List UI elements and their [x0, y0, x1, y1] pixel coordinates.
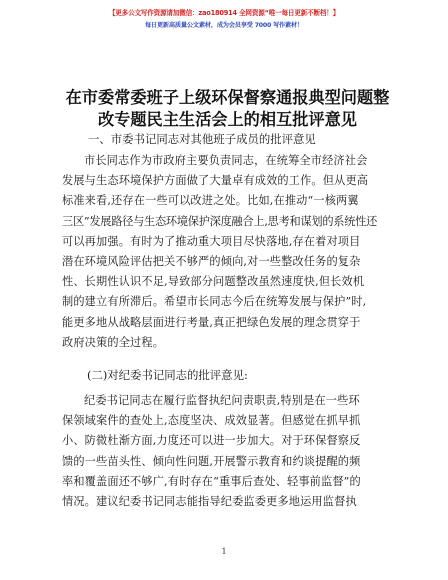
paragraph-line: 情况。建议纪委书记同志能指导纪委监委更多地运用监督执 [62, 495, 357, 509]
section-1-paragraph [62, 151, 390, 353]
paragraph-line: 标准来看,还存在一些可以改进之处。比如,在推动“一核两翼 [62, 194, 359, 208]
document-title [55, 87, 400, 131]
title-line-1: 在市委常委班子上级环保督察通报典型问题整 [65, 88, 390, 107]
promo-banner-line-1: 【更多公文写作资源请加微信：zao180914 全网资源“唯一每日更新不断档！】 [108, 9, 340, 17]
paragraph-line: 率和覆盖面还不够广,有时存在“重事后查处、轻事前监督”的 [62, 474, 361, 488]
section-2-paragraph [62, 391, 390, 512]
paragraph-line: 保领域案件的查处上,态度坚决、成效显著。但感觉在抓早抓 [62, 414, 361, 428]
promo-banner-line-2: 每日更新高质量公文素材，成为会员享受 7000 写作素材！ [144, 22, 304, 29]
page-number: 1 [221, 547, 227, 556]
paragraph-line: 政府决策的全过程。 [62, 335, 165, 349]
paragraph-line: 性、长期性认识不足,导致部分问题整改虽然速度快,但长效机 [62, 275, 365, 289]
paragraph-line: 潜在环境风险评估把关不够严的倾向,对一些整改任务的复杂 [62, 255, 361, 269]
paragraph-line: 能更多地从战略层面进行考量,真正把绿色发展的理念贯穿于 [62, 315, 361, 329]
section-1-heading: 一、市委书记同志对其他班子成员的批评意见 [88, 132, 316, 146]
paragraph-line: 可以再加强。有时为了推动重大项目尽快落地,存在着对项目 [62, 234, 361, 248]
paragraph-line: 制的建立有所滞后。希望市长同志今后在统筹发展与保护”时, [62, 295, 367, 309]
title-line-2: 改专题民主生活会上的相互批评意见 [98, 110, 357, 129]
paragraph-line: 馈的一些苗头性、倾向性问题,开展警示教育和约谈提醒的频 [62, 454, 361, 468]
paragraph-line: 纪委书记同志在履行监督执纪问责职责,特别是在一些环 [84, 394, 360, 407]
paragraph-line: 市长同志作为市政府主要负责同志，在统筹全市经济社会 [84, 154, 368, 167]
section-2-heading: (二)对纪委书记同志的批评意见: [87, 368, 248, 382]
paragraph-line: 三区”发展路径与生态环境保护深度融合上,思考和谋划的系统性还 [62, 214, 378, 228]
paragraph-line: 发展与生态环境保护方面做了大量卓有成效的工作。但从更高 [62, 174, 369, 188]
paragraph-line: 小、防微杜渐方面,力度还可以进一步加大。对于环保督察反 [62, 434, 361, 448]
